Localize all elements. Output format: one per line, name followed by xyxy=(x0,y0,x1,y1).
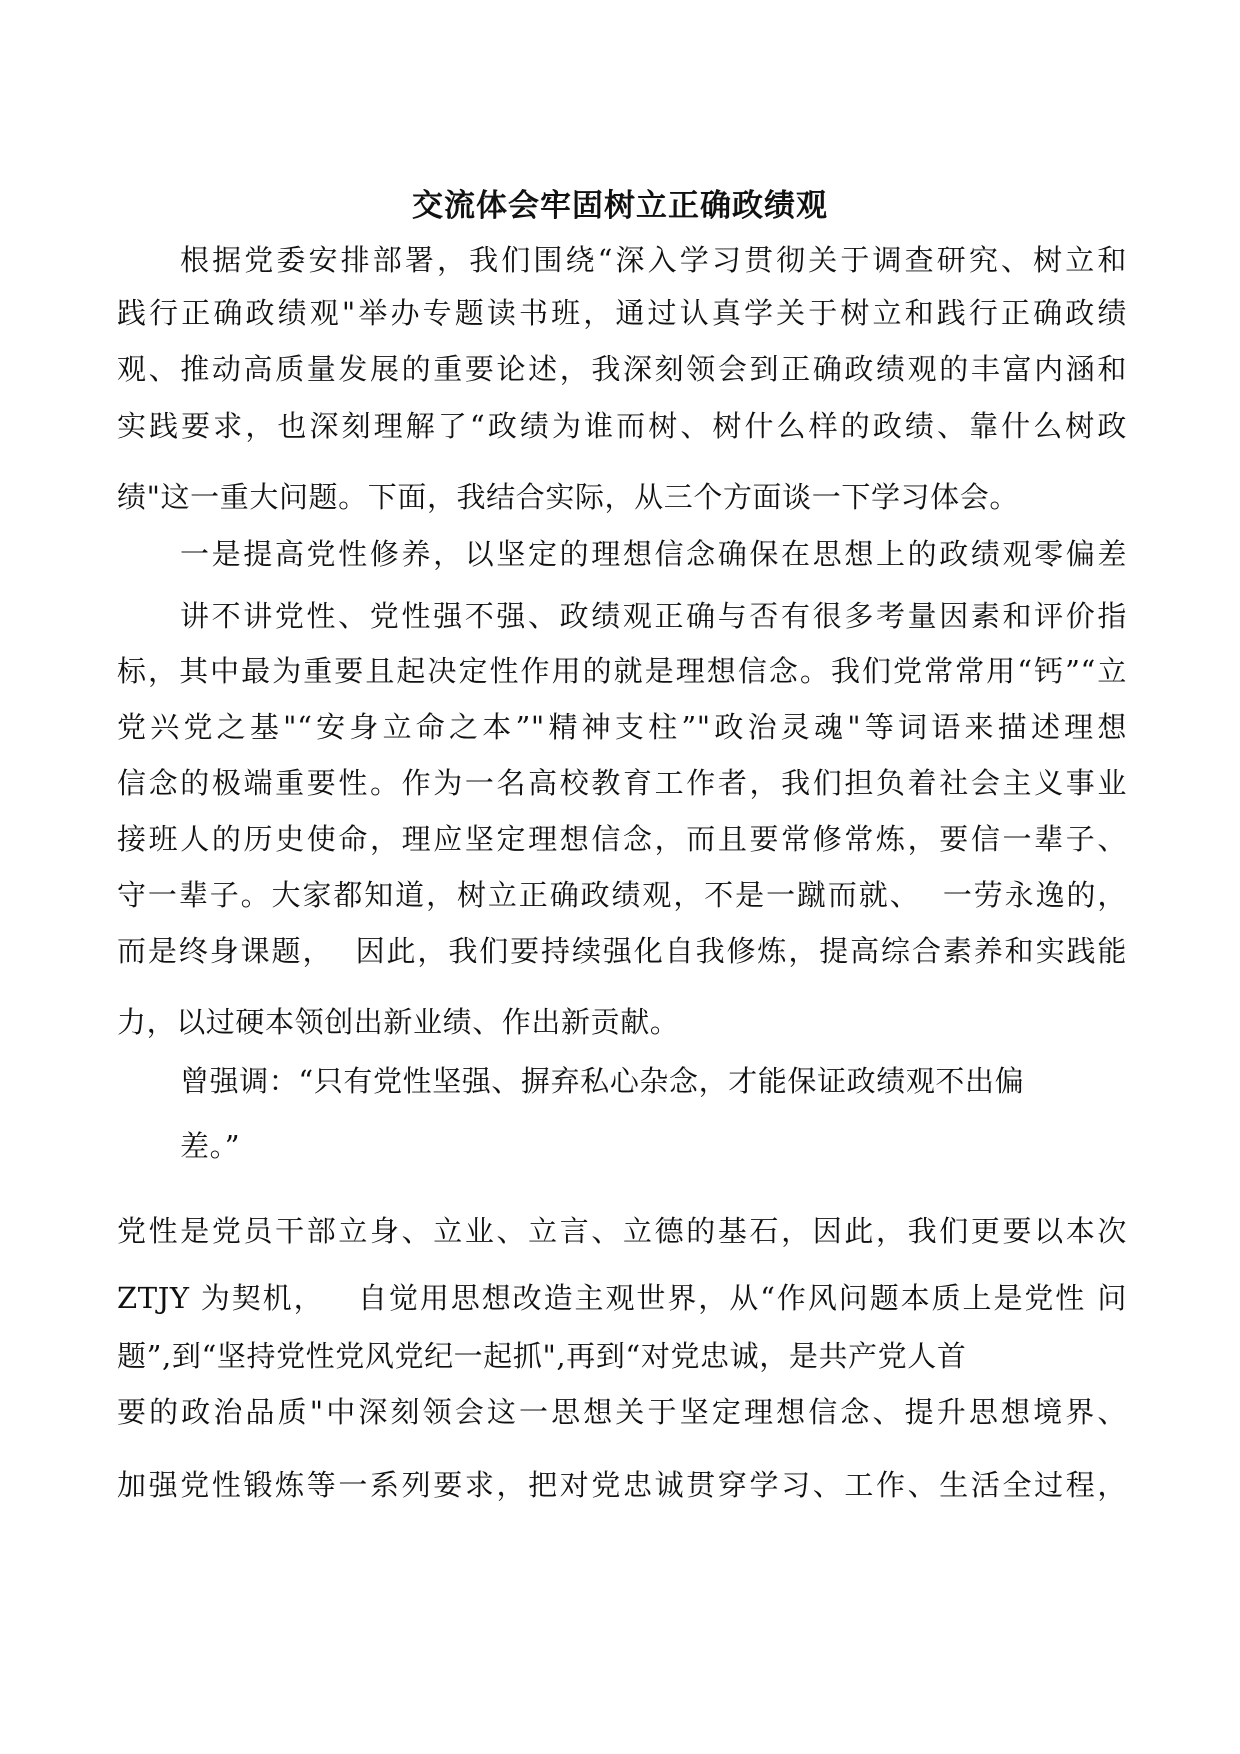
paragraph-line: 践行正确政绩观"举办专题读书班，通过认真学关于树立和践行正确政绩 xyxy=(117,296,1127,330)
section-heading: 一是提高党性修养，以坚定的理想信念确保在思想上的政绩观零偏差 xyxy=(180,537,1127,571)
paragraph-line: 力，以过硬本领创出新业绩、作出新贡献。 xyxy=(117,1005,680,1039)
paragraph-line: 根据党委安排部署，我们围绕“深入学习贯彻关于调查研究、树立和 xyxy=(180,243,1127,277)
paragraph-line: 要的政治品质"中深刻领会这一思想关于坚定理想信念、提升思想境界、 xyxy=(117,1395,1127,1429)
paragraph-line: 观、推动高质量发展的重要论述，我深刻领会到正确政绩观的丰富内涵和 xyxy=(117,352,1127,386)
paragraph-line: 实践要求，也深刻理解了“政绩为谁而树、树什么样的政绩、靠什么树政 xyxy=(117,409,1127,443)
document-title: 交流体会牢固树立正确政绩观 xyxy=(412,188,828,224)
paragraph-line: 标，其中最为重要且起决定性作用的就是理想信念。我们党常常用“钙”“立 xyxy=(117,654,1127,688)
paragraph-line: ZTJY 为契机， 自觉用思想改造主观世界，从“作风问题本质上是党性 问 xyxy=(117,1281,1127,1315)
paragraph-line: 而是终身课题， 因此，我们要持续强化自我修炼，提高综合素养和实践能 xyxy=(117,934,1127,968)
paragraph-line: 守一辈子。大家都知道，树立正确政绩观，不是一蹴而就、 一劳永逸的， xyxy=(117,878,1127,912)
paragraph-line: 题”,到“坚持党性党风党纪一起抓",再到“对党忠诚，是共产党人首 xyxy=(117,1339,967,1373)
paragraph-line: 党性是党员干部立身、立业、立言、立德的基石，因此，我们更要以本次 xyxy=(117,1214,1127,1248)
paragraph-line: 加强党性锻炼等一系列要求，把对党忠诚贯穿学习、工作、生活全过程， xyxy=(117,1468,1127,1502)
paragraph-line: 接班人的历史使命，理应坚定理想信念，而且要常修常炼，要信一辈子、 xyxy=(117,822,1127,856)
paragraph-line: 绩"这一重大问题。下面，我结合实际，从三个方面谈一下学习体会。 xyxy=(117,480,1019,514)
quote-line: 曾强调：“只有党性坚强、摒弃私心杂念，才能保证政绩观不出偏 xyxy=(180,1064,1025,1098)
paragraph-line: 讲不讲党性、党性强不强、政绩观正确与否有很多考量因素和评价指 xyxy=(180,599,1127,633)
paragraph-line: 党兴党之基"“安身立命之本”"精神支柱”"政治灵魂"等词语来描述理想 xyxy=(117,710,1127,744)
paragraph-line: 信念的极端重要性。作为一名高校教育工作者，我们担负着社会主义事业 xyxy=(117,766,1127,800)
quote-line: 差。” xyxy=(180,1129,241,1163)
